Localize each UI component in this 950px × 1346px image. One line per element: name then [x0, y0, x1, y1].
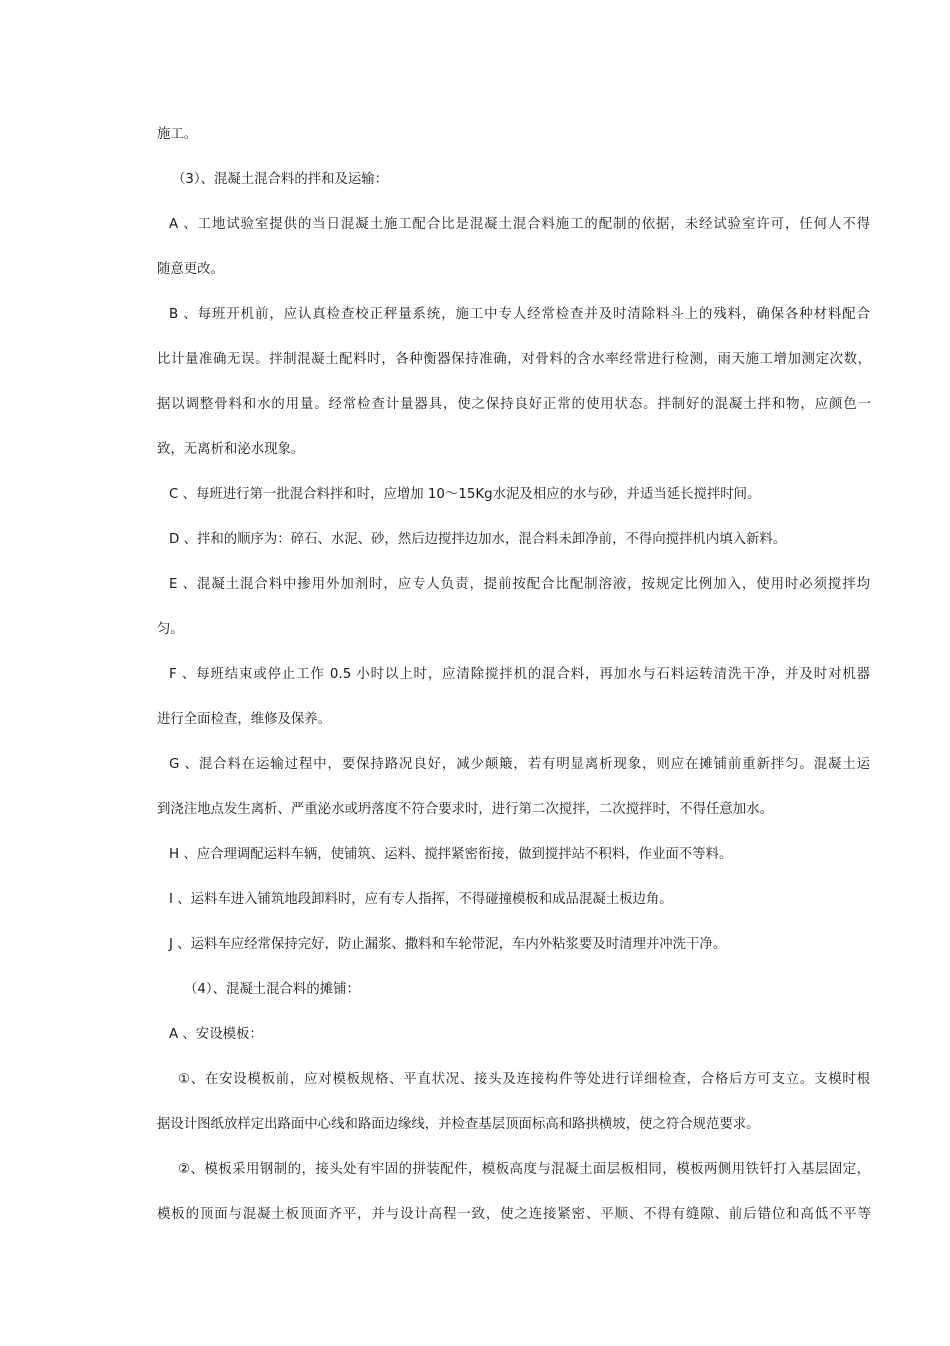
text-line: E 、混凝土混合料中掺用外加剂时，应专人负责，提前按配合比配制溶液，按规定比例加入，使用时必须搅拌均: [169, 577, 870, 592]
text-line: D 、拌和的顺序为：碎石、水泥、砂，然后边搅拌边加水，混合料未卸净前，不得向搅拌机内填入新料。: [169, 532, 787, 547]
text-line: ②、模板采用钢制的，接头处有牢固的拼装配件，模板高度与混凝土面层板相同，模板两侧用铁钎打入基层固定，: [178, 1162, 870, 1177]
text-line: 致，无离析和泌水现象。: [157, 442, 305, 457]
text-line: G 、混合料在运输过程中，要保持路况良好，减少颠簸，若有明显离析现象，则应在摊铺前重新拌匀。混凝土运: [169, 757, 870, 772]
text-line: A 、安设模板：: [169, 1027, 263, 1042]
text-line: J 、运料车应经常保持完好，防止漏浆、撒料和车轮带泥，车内外粘浆要及时清理并冲洗干净。: [169, 937, 727, 952]
text-line: 进行全面检查，维修及保养。: [157, 712, 332, 727]
text-line: 施工。: [157, 127, 198, 142]
text-line: 随意更改。: [157, 262, 224, 277]
text-line: ①、在安设模板前，应对模板规格、平直状况、接头及连接构件等处进行详细检查，合格后方可支立。支模时根: [178, 1072, 870, 1087]
text-line: 匀。: [157, 622, 184, 637]
text-line: 模板的顶面与混凝土板顶面齐平，并与设计高程一致，使之连接紧密、平顺、不得有缝隙、前后错位和高低不平等: [157, 1207, 871, 1222]
section-heading: （3）、混凝土混合料的拌和及运输：: [172, 172, 389, 187]
text-line: F 、每班结束或停止工作 0.5 小时以上时，应清除搅拌机的混合料，再加水与石料运转清洗干净，并及时对机器: [169, 667, 870, 682]
text-line: B 、每班开机前，应认真检查校正秤量系统，施工中专人经常检查并及时清除料斗上的残料，确保各种材料配合: [169, 307, 870, 322]
text-line: H 、应合理调配运料车辆，使铺筑、运料、搅拌紧密衔接，做到搅拌站不积料，作业面不等料。: [169, 847, 733, 862]
text-line: A 、工地试验室提供的当日混凝土施工配合比是混凝土混合料施工的配制的依据，未经试验室许可，任何人不得: [169, 217, 870, 232]
text-line: 比计量准确无误。拌制混凝土配料时，各种衡器保持准确，对骨料的含水率经常进行检测，雨天施工增加测定次数，: [157, 352, 871, 367]
text-line: 据以调整骨料和水的用量。经常检查计量器具，使之保持良好正常的使用状态。拌制好的混凝土拌和物，应颜色一: [157, 397, 871, 412]
text-line: I 、运料车进入铺筑地段卸料时，应有专人指挥，不得碰撞模板和成品混凝土板边角。: [169, 892, 673, 907]
text-line: C 、每班进行第一批混合料拌和时，应增加 10～15Kg水泥及相应的水与砂，并适当延长搅拌时间。: [169, 487, 761, 502]
text-line: 据设计图纸放样定出路面中心线和路面边缘线，并检查基层顶面标高和路拱横坡，使之符合规范要求。: [157, 1117, 760, 1132]
text-line: 到浇注地点发生离析、严重泌水或坍落度不符合要求时，进行第二次搅拌，二次搅拌时，不得任意加水。: [157, 802, 773, 817]
section-heading: （4）、混凝土混合料的摊铺：: [184, 982, 360, 997]
